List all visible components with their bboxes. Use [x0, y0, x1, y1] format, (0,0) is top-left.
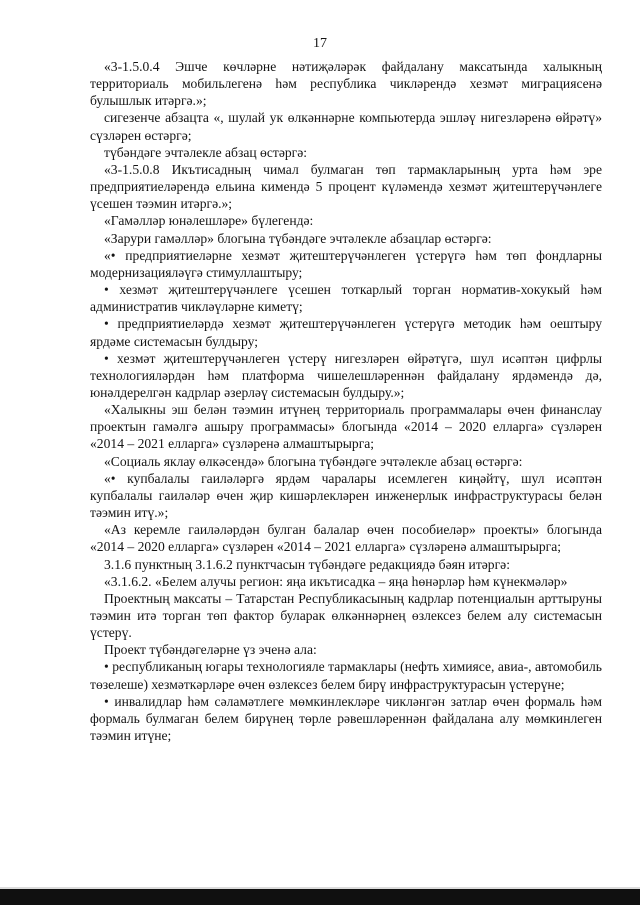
paragraph-10: • хезмәт җитештерүчәнлеген үстерү нигезләрен өйрәтүгә, шул исәптән цифрлы технологияләрдән һәм платформа чишелешләреннән файдалану ярдәмендә дә, юнәлдерелгән кадрлар әзерләү системасын булдыру.»; [90, 350, 602, 400]
paragraph-18: Проект түбәндәгеләрне үз эченә ала: [104, 642, 317, 658]
paragraph-14: «Аз керемле гаиләләрдән булган балалар өчен пособиеләр» проекты» блогында «2014 – 2020 елларга» сүзләрен «2014 – 2021 елларга» сүзләренә алмаштырырга; [90, 522, 602, 555]
paragraph-8: • хезмәт җитештерүчәнлеге үсешен тоткарлый торган норматив-хокукый һәм административ чикләүләрне киметү; [90, 282, 602, 315]
paragraph-6: «Зарури гамәлләр» блогына түбәндәге эчтәлекле абзацлар өстәргә: [104, 230, 492, 246]
paragraph-9: • предприятиеләрдә хезмәт җитештерүчәнлеген үстерүгә методик һәм оештыру ярдәме системасын булдыру; [90, 316, 602, 349]
paragraph-7: «• предприятиеләрне хезмәт җитештерүчәнлеген үстерүгә һәм төп фондларны модернизацияләүгә стимуллаштыру; [90, 247, 602, 280]
paragraph-17: Проектның максаты – Татарстан Республикасының кадрлар потенциалын арттыруны тәэмин итә торган төп фактор буларак өлкәннәрнең өзлексез белем алу системасын үстерү. [90, 590, 602, 641]
paragraph-19: • республиканың югары технологияле тармаклары (нефть химиясе, авиа-, автомобиль төзелеше) хезмәткәрләре өчен өзлексез белем бирү инфраструктурасын үстерүне; [90, 659, 602, 692]
paragraph-3: түбәндәге эчтәлекле абзац өстәргә: [104, 144, 308, 160]
scan-bottom-edge [0, 889, 640, 905]
paragraph-11: «Халыкны эш белән тәэмин итүнең территориаль программалары өчен финанслау проектын гамәлгә ашыру программасы» блогында «2014 – 2020 елларга» сүзләрен «2014 – 2021 елларга» сүзләренә алмаштырырга; [90, 402, 602, 452]
paragraph-1: «3-1.5.0.4 Эшче көчләрне нәтиҗәләрәк файдалану максатында халыкның территориаль мобильлегенә һәм республика чикләрендә хезмәт миграциясенә булышлык итәргә.»; [90, 59, 602, 109]
paragraph-13: «• купбалалы гаиләләргә ярдәм чаралары исемлеген киңәйтү, шул исәптән купбалалы гаиләләр өчен җир кишәрлекләрен инженерлык инфраструктурасы белән тәэмин итү.»; [90, 470, 602, 521]
paragraph-15: 3.1.6 пунктның 3.1.6.2 пунктчасын түбәндәге редакциядә бәян итәргә: [104, 556, 510, 572]
page-number: 17 [313, 36, 327, 51]
document-body [90, 58, 602, 744]
paragraph-16: «3.1.6.2. «Белем алучы регион: яңа икътисадка – яңа һөнәрләр һәм күнекмәләр» [104, 573, 568, 589]
paragraph-5: «Гамәлләр юнәлешләре» бүлегендә: [104, 213, 314, 229]
paragraph-20: • инвалидлар һәм сәламәтлеге мөмкинлекләре чикләнгән затлар өчен формаль һәм формаль булмаган белем бирүнең төрле рәвешләреннән файдалана алу мөмкинлеген тәэмин итүне; [90, 693, 602, 744]
paragraph-12: «Социаль яклау өлкәсендә» блогына түбәндәге эчтәлекле абзац өстәргә: [104, 453, 523, 469]
paragraph-4: «3-1.5.0.8 Икътисадның чимал булмаган төп тармакларының урта һәм эре предприятиеләрендә ельина кимендә 5 процент күләмендә хезмәт җитештерүчәнлеге үсешен тәэмин итәргә.»; [90, 161, 602, 212]
paragraph-2: сигезенче абзацта «, шулай ук өлкәннәрне компьютерда эшләү нигезләренә өйрәтү» сүзләрен өстәргә; [90, 110, 602, 143]
